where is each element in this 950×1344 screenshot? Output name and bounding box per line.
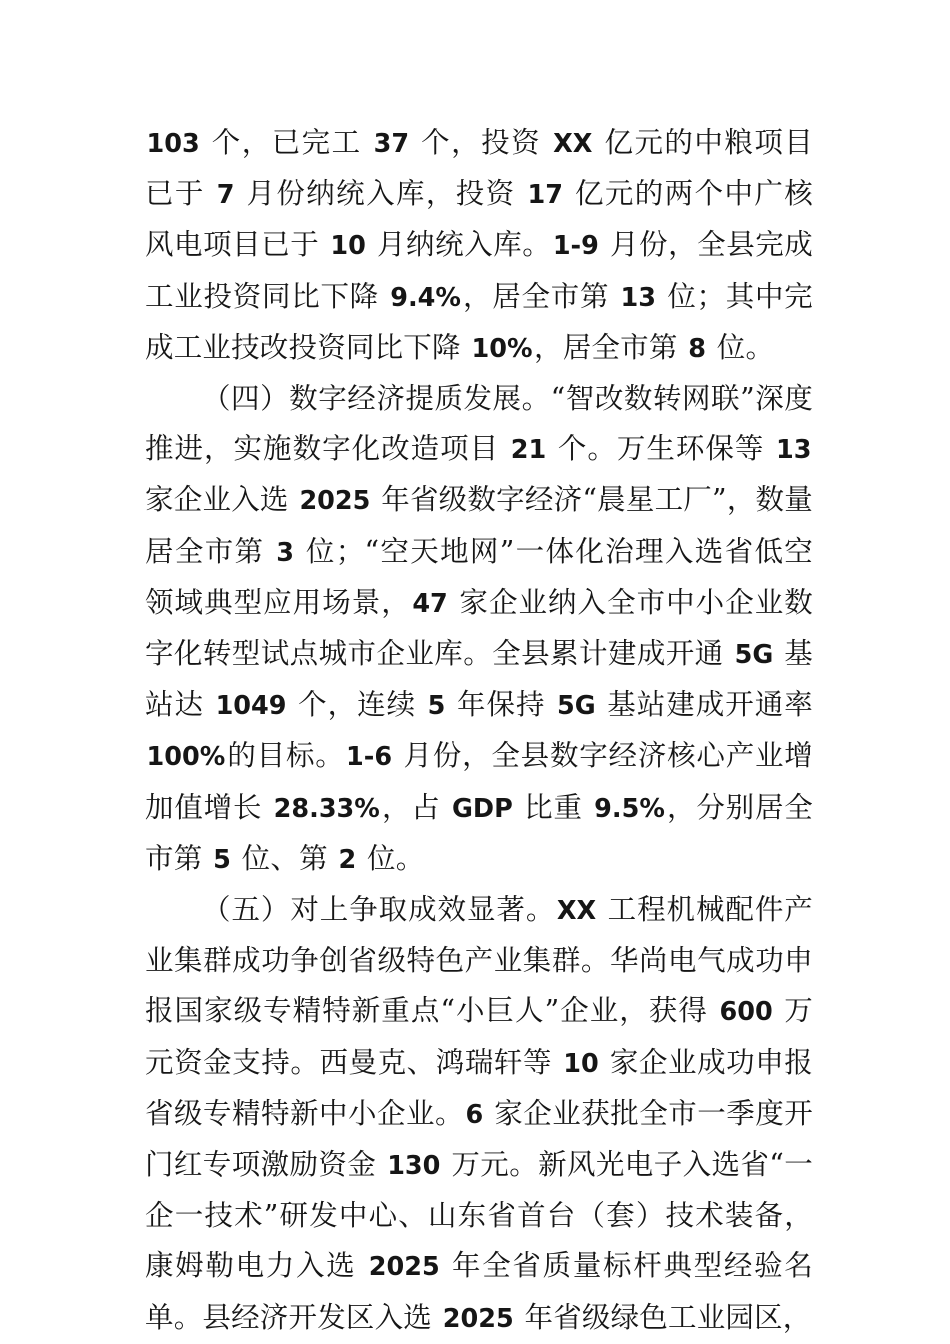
- numeric-run: 13: [620, 282, 657, 313]
- paragraph-section-five: （五）对上争取成效显著。XX 工程机械配件产业集群成功争创省级特色产业集群。华尚电气成功申报国家级专精特新重点“小巨人”企业，获得 600 万元资金支持。西曼克、鸿瑞轩等 10 家企业成功申报省级专精特新中小企业。6 家企业获批全市一季度开门红专项激励资金 130 万元。新风光电子入选省“一企一技术”研发中心、山东省首台（套）技术装备，康姆勒电力入选 2025 年全省质量标杆典型经验名单。县经济开发区入选 2025 年省级绿色工业园区，: [145, 893, 813, 1334]
- numeric-run: 5G: [557, 691, 596, 722]
- numeric-run: 9.5%: [594, 793, 665, 824]
- numeric-run: 600: [719, 997, 773, 1028]
- numeric-run: 10: [563, 1048, 599, 1079]
- numeric-run: 17: [527, 180, 564, 211]
- numeric-run: 2025: [299, 486, 371, 517]
- numeric-run: 100%: [146, 742, 226, 773]
- numeric-run: 47: [412, 588, 448, 619]
- numeric-run: 37: [373, 129, 410, 159]
- numeric-run: 5G: [734, 640, 774, 671]
- numeric-run: 10: [330, 231, 366, 262]
- numeric-run: 130: [387, 1151, 441, 1182]
- document-text-body: [145, 118, 813, 1344]
- numeric-run: 3: [276, 537, 295, 568]
- numeric-run: 2025: [368, 1252, 440, 1283]
- numeric-run: XX: [556, 896, 597, 927]
- numeric-run: 103: [146, 129, 200, 159]
- paragraph-continuation: 103 个，已完工 37 个，投资 XX 亿元的中粮项目已于 7 月份纳统入库，投资 17 亿元的两个中广核风电项目已于 10 月纳统入库。1-9 月份，全县完成工业投资同比下降 9.4%，居全市第 13 位；其中完成工业技改投资同比下降 10%，居全市第 8 位。: [145, 126, 813, 364]
- numeric-run: 1-6: [346, 742, 393, 773]
- numeric-run: 9.4%: [390, 282, 461, 313]
- numeric-run: 1-9: [552, 231, 599, 262]
- numeric-run: GDP: [451, 793, 513, 824]
- numeric-run: 7: [216, 180, 235, 211]
- numeric-run: 5: [213, 844, 231, 875]
- numeric-run: 10%: [471, 333, 533, 364]
- numeric-run: 21: [510, 435, 547, 466]
- numeric-run: 8: [688, 333, 707, 364]
- numeric-run: 1049: [215, 691, 287, 722]
- paragraph-section-four: （四）数字经济提质发展。“智改数转网联”深度推进，实施数字化改造项目 21 个。万生环保等 13 家企业入选 2025 年省级数字经济“晨星工厂”，数量居全市第 3 位；“空天地网”一体化治理入选省低空领域典型应用场景，47 家企业纳入全市中小企业数字化转型试点城市企业库。全县累计建成开通 5G 基站达 1049 个，连续 5 年保持 5G 基站建成开通率 100%的目标。1-6 月份，全县数字经济核心产业增加值增长 28.33%，占 GDP 比重 9.5%，分别居全市第 5 位、第 2 位。: [145, 382, 813, 875]
- numeric-run: 2: [338, 844, 357, 875]
- numeric-run: 6: [465, 1099, 484, 1130]
- numeric-run: 2025: [442, 1303, 514, 1334]
- numeric-run: XX: [553, 129, 593, 159]
- numeric-run: 28.33%: [273, 793, 380, 824]
- numeric-run: 13: [776, 435, 812, 466]
- numeric-run: 5: [427, 691, 446, 722]
